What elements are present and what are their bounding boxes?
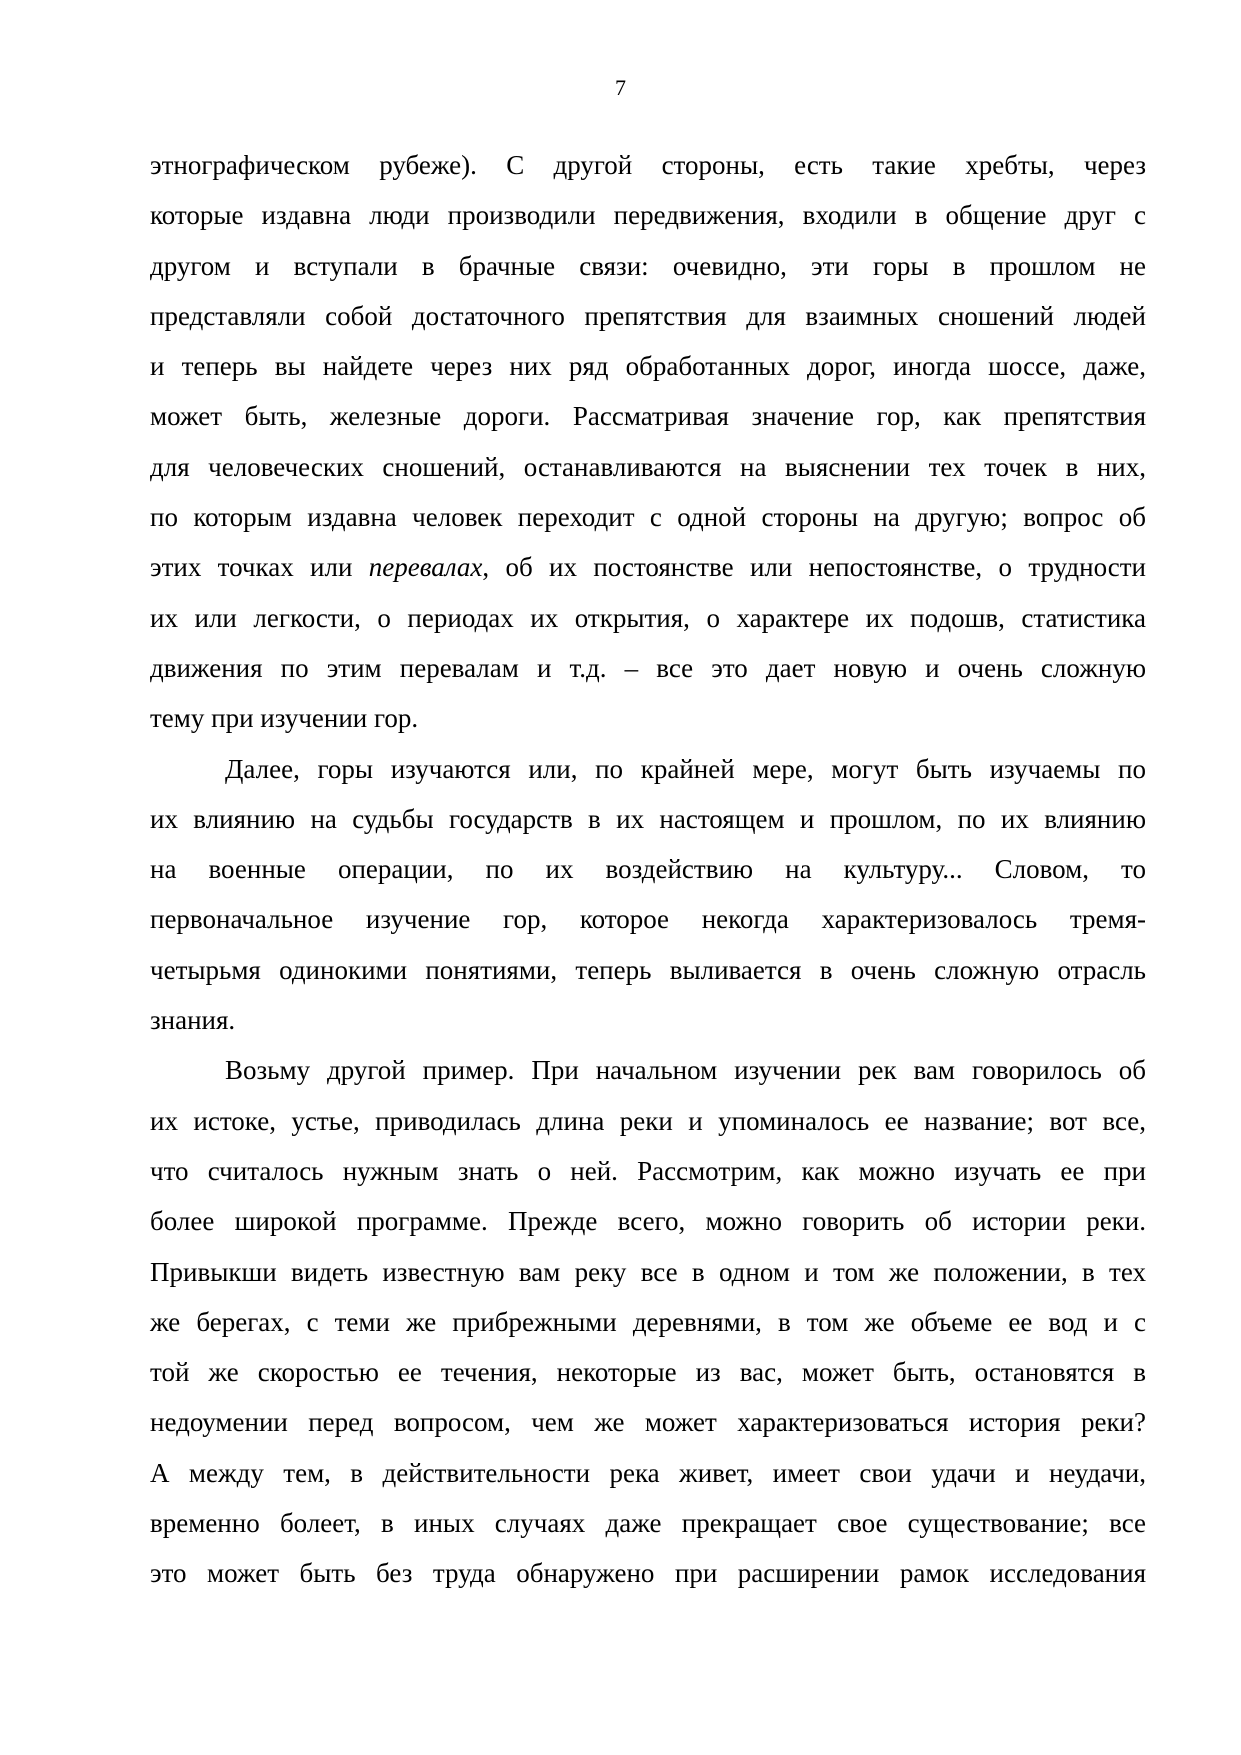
text-segment: Далее, горы изучаются или, по крайней мере, могут быть изучаемы по (225, 753, 1146, 784)
text-segment: представляли собой достаточного препятствия для взаимных сношений людей (150, 300, 1146, 331)
text-line (150, 1397, 1146, 1447)
text-line (150, 643, 1146, 693)
text-segment: на военные операции, по их воздействию на культуру... Словом, то (150, 854, 1146, 885)
text-line (150, 140, 1146, 190)
text-line (150, 844, 1146, 894)
text-line (150, 542, 1146, 592)
text-segment: , об их постоянстве или непостоянстве, о трудности (482, 552, 1146, 583)
text-line (150, 693, 1146, 743)
text-line (150, 744, 1146, 794)
text-segment: движения по этим перевалам и т.д. – все это дает новую и очень сложную (150, 652, 1146, 683)
text-line (150, 190, 1146, 240)
italic-term: перевалах (368, 552, 483, 583)
text-segment: первоначальное изучение гор, которое некогда характеризовалось тремя- (150, 904, 1146, 935)
text-line (150, 341, 1146, 391)
text-segment: четырьмя одинокими понятиями, теперь выливается в очень сложную отрасль (150, 954, 1146, 985)
text-line (150, 1146, 1146, 1196)
text-line (150, 1297, 1146, 1347)
text-line (150, 1045, 1146, 1095)
paragraph (150, 140, 1146, 744)
text-segment: это может быть без труда обнаружено при расширении рамок исследования (150, 1558, 1146, 1589)
text-segment: тему при изучении гор. (150, 703, 419, 734)
text-segment: знания. (150, 1005, 236, 1036)
text-segment: для человеческих сношений, останавливаются на выяснении тех точек в них, (150, 451, 1146, 482)
text-segment: их влиянию на судьбы государств в их настоящем и прошлом, по их влиянию (150, 803, 1146, 834)
text-line (150, 1347, 1146, 1397)
text-segment: по которым издавна человек переходит с одной стороны на другую; вопрос об (150, 502, 1146, 533)
text-line (150, 945, 1146, 995)
text-line (150, 241, 1146, 291)
text-line (150, 391, 1146, 441)
text-segment: которые издавна люди производили передвижения, входили в общение друг с (150, 200, 1146, 231)
text-line (150, 492, 1146, 542)
text-segment: другом и вступали в брачные связи: очевидно, эти горы в прошлом не (150, 250, 1146, 281)
page-number: 7 (615, 75, 626, 100)
text-line (150, 995, 1146, 1045)
text-line (150, 442, 1146, 492)
text-line (150, 593, 1146, 643)
text-line (150, 1498, 1146, 1548)
paragraph (150, 744, 1146, 1046)
text-line (150, 1096, 1146, 1146)
text-line (150, 1196, 1146, 1246)
text-line (150, 291, 1146, 341)
text-segment: что считалось нужным знать о ней. Рассмотрим, как можно изучать ее при (150, 1155, 1146, 1186)
text-segment: их истоке, устье, приводилась длина реки и упоминалось ее название; вот все, (150, 1105, 1146, 1136)
text-segment: их или легкости, о периодах их открытия, о характере их подошв, статистика (150, 602, 1146, 633)
text-segment: же берегах, с теми же прибрежными деревнями, в том же объеме ее вод и с (150, 1306, 1146, 1337)
text-line (150, 894, 1146, 944)
text-segment: более широкой программе. Прежде всего, можно говорить об истории реки. (150, 1206, 1146, 1237)
text-line (150, 1448, 1146, 1498)
document-body (150, 140, 1146, 1599)
text-line (150, 1247, 1146, 1297)
text-segment: этих точках или (150, 552, 369, 583)
paragraph (150, 1045, 1146, 1598)
text-segment: этнографическом рубеже). С другой стороны, есть такие хребты, через (150, 150, 1146, 180)
text-segment: той же скоростью ее течения, некоторые из вас, может быть, остановятся в (150, 1357, 1146, 1388)
text-segment: Возьму другой пример. При начальном изучении рек вам говорилось об (225, 1055, 1146, 1086)
text-segment: может быть, железные дороги. Рассматривая значение гор, как препятствия (150, 401, 1146, 432)
text-line (150, 1548, 1146, 1598)
text-segment: А между тем, в действительности река живет, имеет свои удачи и неудачи, (150, 1457, 1146, 1488)
text-segment: временно болеет, в иных случаях даже прекращает свое существование; все (150, 1508, 1146, 1539)
text-segment: Привыкши видеть известную вам реку все в одном и том же положении, в тех (150, 1256, 1146, 1287)
text-line (150, 794, 1146, 844)
text-segment: и теперь вы найдете через них ряд обработанных дорог, иногда шоссе, даже, (150, 351, 1146, 382)
text-segment: недоумении перед вопросом, чем же может характеризоваться история реки? (150, 1407, 1146, 1438)
